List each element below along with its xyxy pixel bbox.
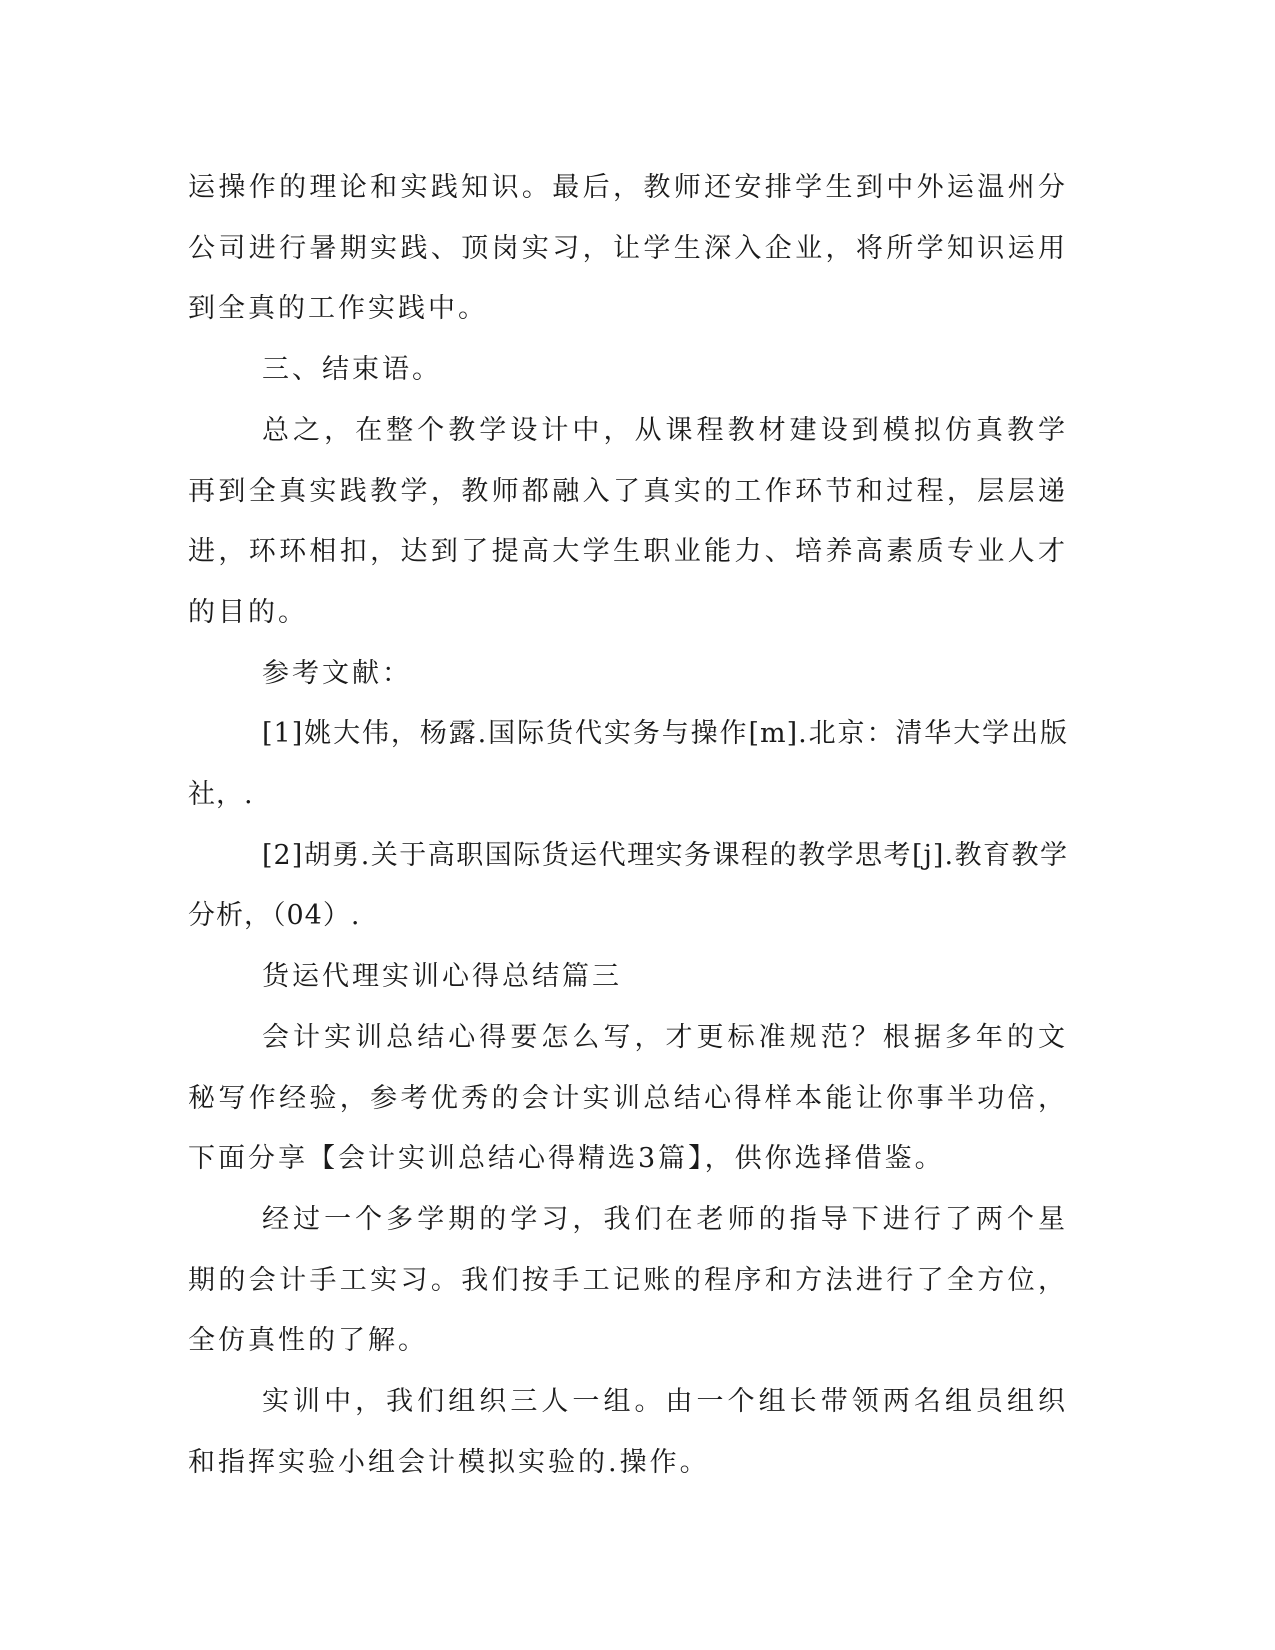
- article-title: 货运代理实训心得总结篇三: [262, 961, 622, 993]
- reference-item-1: [1]姚大伟，杨露.国际货代实务与操作[m].北京：清华大学出版社，.: [188, 718, 1068, 811]
- reference-item-2: [2]胡勇.关于高职国际货运代理实务课程的教学思考[j].教育教学分析，（04）.: [188, 839, 1068, 932]
- paragraph-body-1: 经过一个多学期的学习，我们在老师的指导下进行了两个星期的会计手工实习。我们按手工记账的程序和方法进行了全方位，全仿真性的了解。: [188, 1203, 1068, 1357]
- paragraph-intro: 会计实训总结心得要怎么写，才更标准规范？根据多年的文秘写作经验，参考优秀的会计实训总结心得样本能让你事半功倍，下面分享【会计实训总结心得精选3篇】，供你选择借鉴。: [188, 1021, 1068, 1175]
- section-heading-conclusion: 三、结束语。: [262, 354, 442, 386]
- paragraph-continuation: 运操作的理论和实践知识。最后，教师还安排学生到中外运温州分公司进行暑期实践、顶岗实习，让学生深入企业，将所学知识运用到全真的工作实践中。: [188, 172, 1068, 325]
- references-heading: 参考文献：: [262, 657, 412, 689]
- paragraph-conclusion: 总之，在整个教学设计中，从课程教材建设到模拟仿真教学再到全真实践教学，教师都融入了真实的工作环节和过程，层层递进，环环相扣，达到了提高大学生职业能力、培养高素质专业人才的目的。: [188, 414, 1068, 628]
- paragraph-body-2: 实训中，我们组织三人一组。由一个组长带领两名组员组织和指挥实验小组会计模拟实验的.操作。: [188, 1386, 1068, 1478]
- document-body: [188, 158, 1068, 1493]
